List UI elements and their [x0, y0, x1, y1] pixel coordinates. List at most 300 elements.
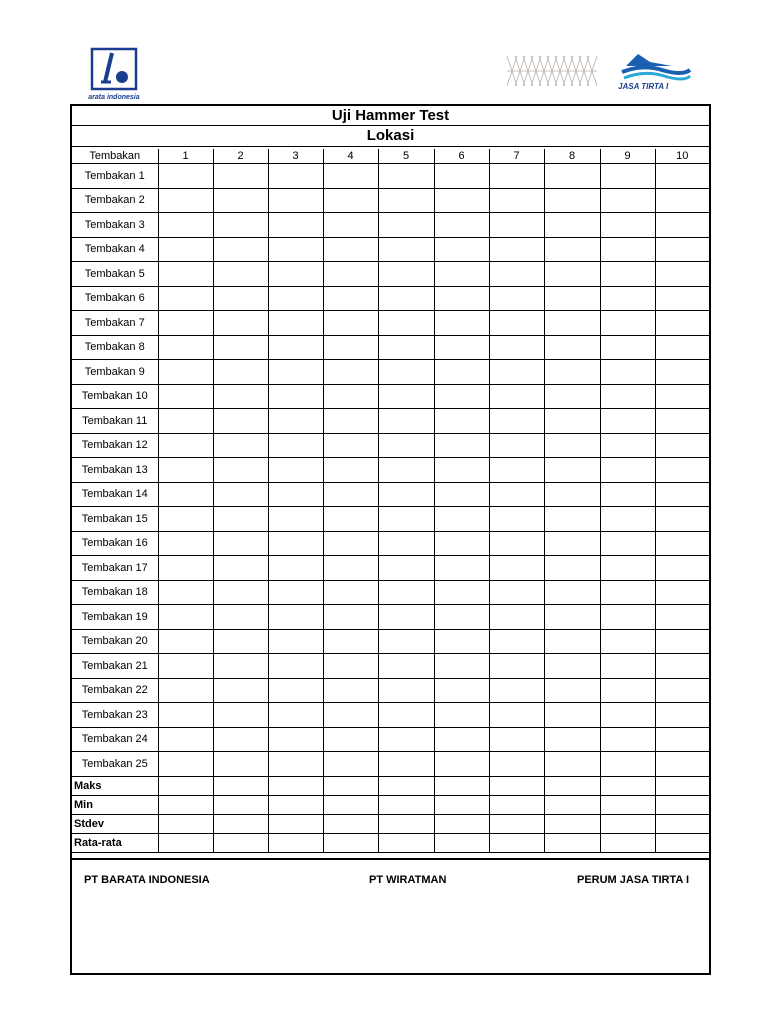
- summary-cell[interactable]: [655, 795, 709, 814]
- entry-cell[interactable]: [213, 237, 268, 262]
- entry-cell[interactable]: [489, 335, 544, 360]
- entry-cell[interactable]: [544, 507, 600, 532]
- entry-cell[interactable]: [489, 629, 544, 654]
- summary-cell[interactable]: [213, 833, 268, 852]
- entry-cell[interactable]: [158, 311, 213, 336]
- entry-cell[interactable]: [378, 262, 434, 287]
- entry-cell[interactable]: [158, 752, 213, 777]
- entry-cell[interactable]: [434, 384, 489, 409]
- entry-cell[interactable]: [655, 286, 709, 311]
- entry-cell[interactable]: [323, 654, 378, 679]
- entry-cell[interactable]: [378, 409, 434, 434]
- entry-cell[interactable]: [323, 311, 378, 336]
- summary-cell[interactable]: [268, 814, 323, 833]
- entry-cell[interactable]: [655, 556, 709, 581]
- entry-cell[interactable]: [544, 727, 600, 752]
- entry-cell[interactable]: [600, 335, 655, 360]
- entry-cell[interactable]: [323, 678, 378, 703]
- entry-cell[interactable]: [544, 580, 600, 605]
- entry-cell[interactable]: [268, 703, 323, 728]
- entry-cell[interactable]: [213, 703, 268, 728]
- summary-cell[interactable]: [434, 776, 489, 795]
- entry-cell[interactable]: [213, 458, 268, 483]
- entry-cell[interactable]: [544, 605, 600, 630]
- entry-cell[interactable]: [655, 188, 709, 213]
- entry-cell[interactable]: [268, 531, 323, 556]
- entry-cell[interactable]: [600, 752, 655, 777]
- entry-cell[interactable]: [600, 433, 655, 458]
- entry-cell[interactable]: [158, 678, 213, 703]
- entry-cell[interactable]: [489, 605, 544, 630]
- entry-cell[interactable]: [544, 433, 600, 458]
- entry-cell[interactable]: [323, 752, 378, 777]
- entry-cell[interactable]: [434, 286, 489, 311]
- entry-cell[interactable]: [158, 384, 213, 409]
- entry-cell[interactable]: [655, 164, 709, 189]
- summary-cell[interactable]: [544, 795, 600, 814]
- summary-cell[interactable]: [489, 814, 544, 833]
- entry-cell[interactable]: [378, 629, 434, 654]
- entry-cell[interactable]: [544, 556, 600, 581]
- entry-cell[interactable]: [489, 654, 544, 679]
- summary-cell[interactable]: [268, 833, 323, 852]
- entry-cell[interactable]: [600, 556, 655, 581]
- entry-cell[interactable]: [158, 164, 213, 189]
- entry-cell[interactable]: [434, 458, 489, 483]
- entry-cell[interactable]: [268, 164, 323, 189]
- entry-cell[interactable]: [489, 360, 544, 385]
- entry-cell[interactable]: [434, 752, 489, 777]
- entry-cell[interactable]: [544, 629, 600, 654]
- entry-cell[interactable]: [158, 654, 213, 679]
- entry-cell[interactable]: [158, 703, 213, 728]
- entry-cell[interactable]: [600, 678, 655, 703]
- entry-cell[interactable]: [655, 384, 709, 409]
- entry-cell[interactable]: [544, 286, 600, 311]
- summary-cell[interactable]: [489, 795, 544, 814]
- entry-cell[interactable]: [489, 531, 544, 556]
- entry-cell[interactable]: [158, 580, 213, 605]
- summary-cell[interactable]: [655, 776, 709, 795]
- summary-cell[interactable]: [600, 776, 655, 795]
- entry-cell[interactable]: [158, 335, 213, 360]
- entry-cell[interactable]: [268, 605, 323, 630]
- entry-cell[interactable]: [268, 482, 323, 507]
- entry-cell[interactable]: [323, 629, 378, 654]
- entry-cell[interactable]: [323, 213, 378, 238]
- entry-cell[interactable]: [600, 605, 655, 630]
- entry-cell[interactable]: [323, 556, 378, 581]
- entry-cell[interactable]: [489, 213, 544, 238]
- entry-cell[interactable]: [323, 164, 378, 189]
- entry-cell[interactable]: [323, 580, 378, 605]
- entry-cell[interactable]: [213, 507, 268, 532]
- entry-cell[interactable]: [434, 531, 489, 556]
- entry-cell[interactable]: [544, 678, 600, 703]
- entry-cell[interactable]: [268, 654, 323, 679]
- entry-cell[interactable]: [323, 335, 378, 360]
- entry-cell[interactable]: [268, 629, 323, 654]
- entry-cell[interactable]: [323, 433, 378, 458]
- entry-cell[interactable]: [158, 531, 213, 556]
- entry-cell[interactable]: [600, 286, 655, 311]
- summary-cell[interactable]: [323, 776, 378, 795]
- entry-cell[interactable]: [323, 703, 378, 728]
- summary-row: [72, 833, 709, 852]
- entry-cell[interactable]: [544, 213, 600, 238]
- summary-cell[interactable]: [158, 814, 213, 833]
- summary-cell[interactable]: [544, 814, 600, 833]
- entry-cell[interactable]: [434, 629, 489, 654]
- entry-cell[interactable]: [378, 654, 434, 679]
- entry-cell[interactable]: [655, 605, 709, 630]
- entry-cell[interactable]: [268, 556, 323, 581]
- entry-cell[interactable]: [655, 213, 709, 238]
- entry-cell[interactable]: [600, 188, 655, 213]
- entry-cell[interactable]: [655, 703, 709, 728]
- entry-cell[interactable]: [544, 335, 600, 360]
- entry-cell[interactable]: [378, 311, 434, 336]
- summary-cell[interactable]: [213, 814, 268, 833]
- entry-cell[interactable]: [268, 752, 323, 777]
- summary-cell[interactable]: [158, 833, 213, 852]
- row-label: Tembakan 7: [72, 311, 158, 336]
- entry-cell[interactable]: [323, 188, 378, 213]
- entry-cell[interactable]: [544, 409, 600, 434]
- entry-cell[interactable]: [158, 262, 213, 287]
- entry-cell[interactable]: [158, 237, 213, 262]
- entry-cell[interactable]: [489, 482, 544, 507]
- entry-cell[interactable]: [489, 580, 544, 605]
- entry-cell[interactable]: [600, 654, 655, 679]
- entry-cell[interactable]: [434, 262, 489, 287]
- entry-cell[interactable]: [158, 629, 213, 654]
- row-label: Tembakan 25: [72, 752, 158, 777]
- summary-cell[interactable]: [434, 833, 489, 852]
- entry-cell[interactable]: [544, 384, 600, 409]
- entry-cell[interactable]: [378, 164, 434, 189]
- entry-cell[interactable]: [268, 433, 323, 458]
- entry-cell[interactable]: [268, 458, 323, 483]
- entry-cell[interactable]: [655, 727, 709, 752]
- entry-cell[interactable]: [655, 507, 709, 532]
- entry-cell[interactable]: [213, 360, 268, 385]
- entry-cell[interactable]: [434, 164, 489, 189]
- entry-cell[interactable]: [213, 433, 268, 458]
- summary-cell[interactable]: [489, 833, 544, 852]
- entry-cell[interactable]: [489, 286, 544, 311]
- entry-cell[interactable]: [489, 752, 544, 777]
- entry-cell[interactable]: [600, 213, 655, 238]
- entry-cell[interactable]: [489, 164, 544, 189]
- entry-cell[interactable]: [489, 409, 544, 434]
- entry-cell[interactable]: [655, 531, 709, 556]
- entry-cell[interactable]: [655, 482, 709, 507]
- entry-cell[interactable]: [378, 384, 434, 409]
- entry-cell[interactable]: [378, 605, 434, 630]
- entry-cell[interactable]: [158, 556, 213, 581]
- entry-cell[interactable]: [378, 188, 434, 213]
- summary-cell[interactable]: [655, 814, 709, 833]
- entry-cell[interactable]: [213, 531, 268, 556]
- entry-cell[interactable]: [158, 482, 213, 507]
- summary-cell[interactable]: [600, 833, 655, 852]
- entry-cell[interactable]: [323, 605, 378, 630]
- entry-cell[interactable]: [268, 237, 323, 262]
- summary-row: [72, 814, 709, 833]
- entry-cell[interactable]: [378, 335, 434, 360]
- summary-cell[interactable]: [655, 833, 709, 852]
- entry-cell[interactable]: [655, 752, 709, 777]
- entry-cell[interactable]: [268, 286, 323, 311]
- entry-cell[interactable]: [434, 507, 489, 532]
- entry-cell[interactable]: [600, 360, 655, 385]
- entry-cell[interactable]: [213, 311, 268, 336]
- entry-cell[interactable]: [213, 556, 268, 581]
- entry-cell[interactable]: [655, 335, 709, 360]
- summary-cell[interactable]: [213, 795, 268, 814]
- entry-cell[interactable]: [434, 360, 489, 385]
- entry-cell[interactable]: [268, 262, 323, 287]
- summary-cell[interactable]: [158, 776, 213, 795]
- entry-cell[interactable]: [600, 384, 655, 409]
- column-header: 5: [378, 149, 434, 164]
- entry-cell[interactable]: [655, 458, 709, 483]
- entry-cell[interactable]: [655, 629, 709, 654]
- entry-cell[interactable]: [378, 678, 434, 703]
- summary-cell[interactable]: [489, 776, 544, 795]
- entry-cell[interactable]: [544, 237, 600, 262]
- entry-cell[interactable]: [489, 262, 544, 287]
- entry-cell[interactable]: [544, 654, 600, 679]
- summary-cell[interactable]: [323, 795, 378, 814]
- entry-cell[interactable]: [268, 678, 323, 703]
- entry-cell[interactable]: [378, 360, 434, 385]
- table-row: [72, 580, 709, 605]
- entry-cell[interactable]: [600, 531, 655, 556]
- entry-cell[interactable]: [600, 311, 655, 336]
- entry-cell[interactable]: [378, 286, 434, 311]
- entry-cell[interactable]: [158, 213, 213, 238]
- entry-cell[interactable]: [268, 507, 323, 532]
- entry-cell[interactable]: [158, 360, 213, 385]
- entry-cell[interactable]: [378, 703, 434, 728]
- entry-cell[interactable]: [158, 605, 213, 630]
- entry-cell[interactable]: [655, 311, 709, 336]
- entry-cell[interactable]: [434, 188, 489, 213]
- entry-cell[interactable]: [213, 335, 268, 360]
- entry-cell[interactable]: [489, 507, 544, 532]
- entry-cell[interactable]: [434, 703, 489, 728]
- entry-cell[interactable]: [434, 335, 489, 360]
- summary-cell[interactable]: [268, 776, 323, 795]
- entry-cell[interactable]: [323, 507, 378, 532]
- entry-cell[interactable]: [434, 654, 489, 679]
- entry-cell[interactable]: [323, 237, 378, 262]
- summary-cell[interactable]: [378, 776, 434, 795]
- entry-cell[interactable]: [378, 482, 434, 507]
- entry-cell[interactable]: [268, 311, 323, 336]
- entry-cell[interactable]: [600, 482, 655, 507]
- entry-cell[interactable]: [434, 433, 489, 458]
- entry-cell[interactable]: [213, 262, 268, 287]
- entry-cell[interactable]: [489, 458, 544, 483]
- entry-cell[interactable]: [489, 311, 544, 336]
- entry-cell[interactable]: [213, 580, 268, 605]
- summary-cell[interactable]: [544, 833, 600, 852]
- entry-cell[interactable]: [434, 409, 489, 434]
- entry-cell[interactable]: [158, 409, 213, 434]
- summary-cell[interactable]: [600, 795, 655, 814]
- entry-cell[interactable]: [600, 580, 655, 605]
- entry-cell[interactable]: [378, 213, 434, 238]
- summary-cell[interactable]: [213, 776, 268, 795]
- summary-cell[interactable]: [378, 795, 434, 814]
- entry-cell[interactable]: [213, 654, 268, 679]
- entry-cell[interactable]: [158, 507, 213, 532]
- entry-cell[interactable]: [268, 409, 323, 434]
- entry-cell[interactable]: [600, 458, 655, 483]
- entry-cell[interactable]: [378, 237, 434, 262]
- entry-cell[interactable]: [544, 482, 600, 507]
- entry-cell[interactable]: [655, 360, 709, 385]
- entry-cell[interactable]: [434, 605, 489, 630]
- entry-cell[interactable]: [489, 678, 544, 703]
- entry-cell[interactable]: [600, 703, 655, 728]
- entry-cell[interactable]: [434, 727, 489, 752]
- column-header: 3: [268, 149, 323, 164]
- summary-cell[interactable]: [434, 795, 489, 814]
- entry-cell[interactable]: [489, 384, 544, 409]
- entry-cell[interactable]: [323, 262, 378, 287]
- entry-cell[interactable]: [434, 580, 489, 605]
- entry-cell[interactable]: [158, 458, 213, 483]
- entry-cell[interactable]: [600, 164, 655, 189]
- entry-cell[interactable]: [323, 531, 378, 556]
- entry-cell[interactable]: [213, 188, 268, 213]
- entry-cell[interactable]: [434, 311, 489, 336]
- row-label: Tembakan 6: [72, 286, 158, 311]
- entry-cell[interactable]: [434, 678, 489, 703]
- entry-cell[interactable]: [544, 188, 600, 213]
- entry-cell[interactable]: [213, 629, 268, 654]
- entry-cell[interactable]: [489, 237, 544, 262]
- summary-cell[interactable]: [158, 795, 213, 814]
- entry-cell[interactable]: [213, 164, 268, 189]
- entry-cell[interactable]: [268, 360, 323, 385]
- entry-cell[interactable]: [434, 237, 489, 262]
- entry-cell[interactable]: [323, 458, 378, 483]
- entry-cell[interactable]: [378, 556, 434, 581]
- summary-cell[interactable]: [323, 814, 378, 833]
- entry-cell[interactable]: [544, 164, 600, 189]
- entry-cell[interactable]: [434, 482, 489, 507]
- entry-cell[interactable]: [378, 727, 434, 752]
- entry-cell[interactable]: [213, 409, 268, 434]
- entry-cell[interactable]: [544, 311, 600, 336]
- entry-cell[interactable]: [655, 654, 709, 679]
- entry-cell[interactable]: [489, 727, 544, 752]
- entry-cell[interactable]: [213, 727, 268, 752]
- entry-cell[interactable]: [489, 556, 544, 581]
- entry-cell[interactable]: [489, 703, 544, 728]
- entry-cell[interactable]: [268, 213, 323, 238]
- entry-cell[interactable]: [213, 286, 268, 311]
- entry-cell[interactable]: [544, 703, 600, 728]
- entry-cell[interactable]: [655, 237, 709, 262]
- entry-cell[interactable]: [268, 188, 323, 213]
- entry-cell[interactable]: [158, 286, 213, 311]
- entry-cell[interactable]: [378, 580, 434, 605]
- entry-cell[interactable]: [544, 360, 600, 385]
- entry-cell[interactable]: [158, 188, 213, 213]
- entry-cell[interactable]: [600, 409, 655, 434]
- entry-cell[interactable]: [268, 335, 323, 360]
- entry-cell[interactable]: [323, 409, 378, 434]
- entry-cell[interactable]: [213, 384, 268, 409]
- table-row: [72, 556, 709, 581]
- entry-cell[interactable]: [323, 360, 378, 385]
- entry-cell[interactable]: [213, 752, 268, 777]
- entry-cell[interactable]: [544, 531, 600, 556]
- entry-cell[interactable]: [544, 752, 600, 777]
- entry-cell[interactable]: [268, 580, 323, 605]
- entry-cell[interactable]: [268, 727, 323, 752]
- entry-cell[interactable]: [434, 556, 489, 581]
- entry-cell[interactable]: [655, 678, 709, 703]
- entry-cell[interactable]: [213, 213, 268, 238]
- entry-cell[interactable]: [600, 507, 655, 532]
- entry-cell[interactable]: [544, 262, 600, 287]
- entry-cell[interactable]: [544, 458, 600, 483]
- entry-cell[interactable]: [213, 482, 268, 507]
- entry-cell[interactable]: [378, 458, 434, 483]
- entry-cell[interactable]: [655, 262, 709, 287]
- row-label: Tembakan 19: [72, 605, 158, 630]
- entry-cell[interactable]: [655, 580, 709, 605]
- entry-cell[interactable]: [323, 286, 378, 311]
- entry-cell[interactable]: [489, 188, 544, 213]
- entry-cell[interactable]: [600, 727, 655, 752]
- entry-cell[interactable]: [378, 531, 434, 556]
- entry-cell[interactable]: [323, 384, 378, 409]
- entry-cell[interactable]: [434, 213, 489, 238]
- entry-cell[interactable]: [158, 433, 213, 458]
- entry-cell[interactable]: [158, 727, 213, 752]
- summary-cell[interactable]: [323, 833, 378, 852]
- entry-cell[interactable]: [655, 409, 709, 434]
- entry-cell[interactable]: [213, 605, 268, 630]
- summary-cell[interactable]: [544, 776, 600, 795]
- summary-cell[interactable]: [378, 814, 434, 833]
- entry-cell[interactable]: [268, 384, 323, 409]
- summary-cell[interactable]: [378, 833, 434, 852]
- entry-cell[interactable]: [378, 507, 434, 532]
- entry-cell[interactable]: [600, 262, 655, 287]
- entry-cell[interactable]: [600, 629, 655, 654]
- entry-cell[interactable]: [600, 237, 655, 262]
- entry-cell[interactable]: [489, 433, 544, 458]
- summary-cell[interactable]: [600, 814, 655, 833]
- summary-cell[interactable]: [268, 795, 323, 814]
- entry-cell[interactable]: [323, 727, 378, 752]
- entry-cell[interactable]: [213, 678, 268, 703]
- summary-cell[interactable]: [434, 814, 489, 833]
- entry-cell[interactable]: [378, 752, 434, 777]
- entry-cell[interactable]: [655, 433, 709, 458]
- entry-cell[interactable]: [323, 482, 378, 507]
- entry-cell[interactable]: [378, 433, 434, 458]
